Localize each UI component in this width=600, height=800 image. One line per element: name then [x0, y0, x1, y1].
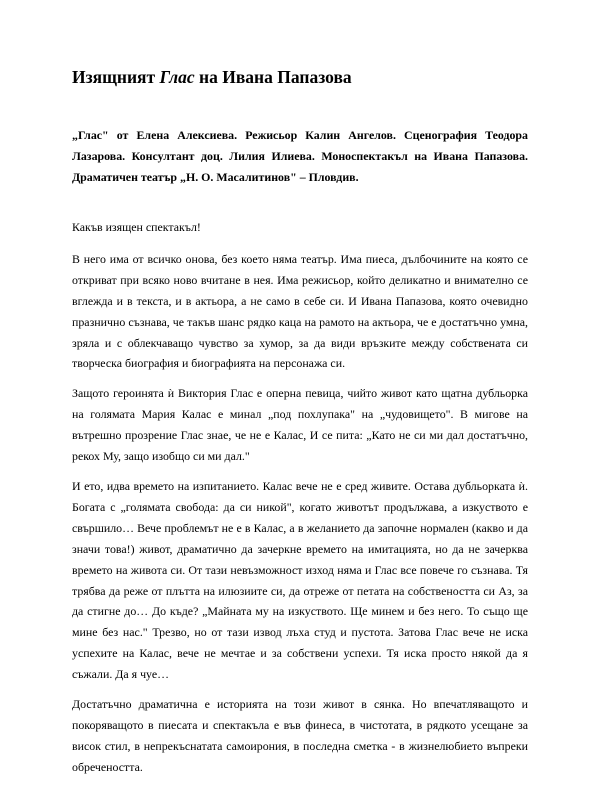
production-credits: „Глас" от Елена Алексиева. Режисьор Калин Ангелов. Сценография Теодора Лазарова. Консултант доц. Лилия Илиева. Моноспектакъл на Ивана Папазова. Драматичен театър „Н. О. Масалитинов" – Пловдив.: [72, 128, 528, 184]
paragraph: Защото героинята ѝ Виктория Глас е оперна певица, чийто живот като щатна дубльорка на голямата Мария Калас е минал „под похлупака" на „чудовището". В мигове на вътрешно прозрение Глас знае, че не е Калас, И се пита: „Като не си ми дал достатъчно, рекох Му, защо изобщо си ми дал.": [72, 386, 528, 464]
title-prefix: Изящният: [72, 67, 160, 87]
paragraph-opening: Какъв изящен спектакъл!: [72, 220, 201, 234]
article-title: [72, 66, 528, 88]
paragraph: Достатъчно драматична е историята на този живот в сянка. Но впечатляващото и покоряващото в пиесата и спектакъла е във финеса, в чистотата, в рядкото усещане за висок стил, в непрекъснатата самоирония, в последна сметка - в жизнелюбието въпреки обречеността.: [72, 697, 528, 774]
title-emphasis: Глас: [159, 67, 195, 87]
title-suffix: на Ивана Папазова: [194, 67, 352, 87]
paragraph: И ето, идва времето на изпитанието. Калас вече не е сред живите. Остава дубльорката ѝ. Богата с „голямата свобода: да си никой", когато животът продължава, а изкуството е свършило… Вече проблемът не е в Калас, а в желанието да започне нормален (какво и да значи това!) живот, драматично да зачеркне времето на имитацията, но да не зачерква времето на живота си. От тази невъзможност изход няма и Глас все повече го съзнава. Тя трябва да реже от плътта на илюзиите си, да отреже от петата на собствеността си Аз, за да стигне до… До къде? „Майната му на изкуството. Ще минем и без него. То също ще мине без нас." Трезво, но от тази извод лъха студ и пустота. Затова Глас вече не иска успехите на Калас, вече не мечтае и за собствени успехи. Тя иска просто някой да я съжали. Да я чуе…: [72, 478, 528, 682]
paragraph: В него има от всичко онова, без което няма театър. Има пиеса, дълбочините на която се откриват при всяко ново вчитане в нея. Има режисьор, който деликатно и внимателно се вглежда и в текста, и в актьора, а не само в себе си. И Ивана Папазова, която очевидно празнично съзнава, че такъв шанс рядко каца на рамото на актьора, че е достатъчно умна, зряла и с облекчаващо чувство за хумор, за да види връзките между собствената си творческа биография и биографията на персонажа си.: [72, 251, 528, 371]
article-body: [72, 217, 528, 787]
